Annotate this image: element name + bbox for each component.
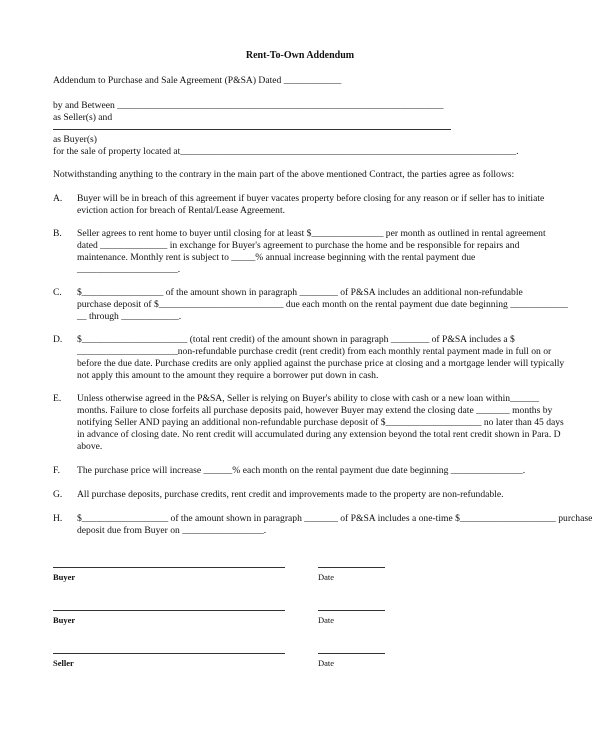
signature-line [53,610,285,611]
section-line: $______________________ (total rent credit) of the amount shown in paragraph ________ of P&SA includes a $ [77,334,515,345]
signature-role-label: Buyer [53,572,76,582]
section-line: months. Failure to close forfeits all purchase deposits paid, however Buyer may extend the closing date _______ months by [77,405,553,416]
intro-paragraph: Notwithstanding anything to the contrary in the main part of the above mentioned Contract, the parties agree as follows: [53,169,515,180]
date-line [318,610,385,611]
section-body [77,465,553,477]
section-line: All purchase deposits, purchase credits, rent credit and improvements made to the property are non-refundable. [77,489,504,500]
section-line: _____________________non-refundable purchase credit (rent credit) from each monthly rental payment made in full on or [77,346,552,357]
section-letter: F. [53,465,60,476]
section-line: in advance of closing date. No rent credit will accumulated during any extension beyond the total rent credit shown in Para. D [77,429,561,440]
section-line: above. [77,441,103,452]
section-line: Seller agrees to rent home to buyer until closing for at least $_______________ per month as outlined in rental agreement [77,228,546,239]
addendum-dated-line: Addendum to Purchase and Sale Agreement (P&SA) Dated ____________ [53,75,342,86]
section-line: maintenance. Monthly rent is subject to _____% annual increase beginning with the rental payment due [77,252,476,263]
section-line: $__________________ of the amount shown in paragraph _______ of P&SA includes a one-time $____________________ purchase [77,513,593,524]
date-line [318,653,385,654]
section-line: __ through ____________. [77,311,182,322]
date-label: Date [318,658,335,668]
signature-line [53,567,285,568]
sellers-label: as Seller(s) and [53,112,113,123]
signature-role-label: Buyer [53,615,76,625]
section-body [77,228,553,276]
buyers-label: as Buyer(s) [53,134,97,145]
section-body [77,287,568,323]
section-letter: C. [53,287,62,298]
section-letter: E. [53,393,62,404]
signature-role-label: Seller [53,658,74,668]
section-letter: D. [53,334,63,345]
section-body [77,193,553,217]
section-line: before the due date. Purchase credits are only applied against the purchase price at closing and a mortgage lender will typically [77,358,565,369]
section-line: eviction action for breach of Rental/Lease Agreement. [77,205,286,216]
section-line: not apply this amount to the amount they require a borrower put down in cash. [77,370,379,381]
section-letter: A. [53,193,63,204]
document-title: Rent-To-Own Addendum [245,50,355,61]
section-line: Unless otherwise agreed in the P&SA, Seller is relying on Buyer's ability to close with cash or a new loan within______ [77,393,539,404]
property-location-line: for the sale of property located at______________________________________________________________________. [53,146,519,157]
section-line: purchase deposit of $__________________________ due each month on the rental payment due date beginning ____________ [77,299,568,310]
section-line: $_________________ of the amount shown in paragraph ________ of P&SA includes an additional non-refundable [77,287,523,298]
date-label: Date [318,572,335,582]
section-line: deposit due from Buyer on _________________. [77,525,267,536]
section-line: dated ______________ in exchange for Buyer's agreement to purchase the home and be responsible for repairs and [77,240,520,251]
section-line: notifying Seller AND paying an additional non-refundable purchase deposit of $____________________ no later than 45 days [77,417,564,428]
date-line [318,567,385,568]
date-label: Date [318,615,335,625]
section-body [77,489,553,501]
section-line: The purchase price will increase ______% each month on the rental payment due date beginning _______________. [77,465,526,476]
section-line: Buyer will be in breach of this agreement if buyer vacates property before closing for any reason or if seller has to initiate [77,193,545,204]
section-body [77,513,593,537]
section-letter: B. [53,228,62,239]
buyer-name-line [53,129,451,130]
signature-line [53,653,285,654]
section-letter: H. [53,513,63,524]
section-letter: G. [53,489,63,500]
by-between-line: by and Between ____________________________________________________________________ [53,100,444,111]
section-line: _____________________. [77,264,181,275]
section-body [77,393,564,453]
section-body [77,334,565,382]
